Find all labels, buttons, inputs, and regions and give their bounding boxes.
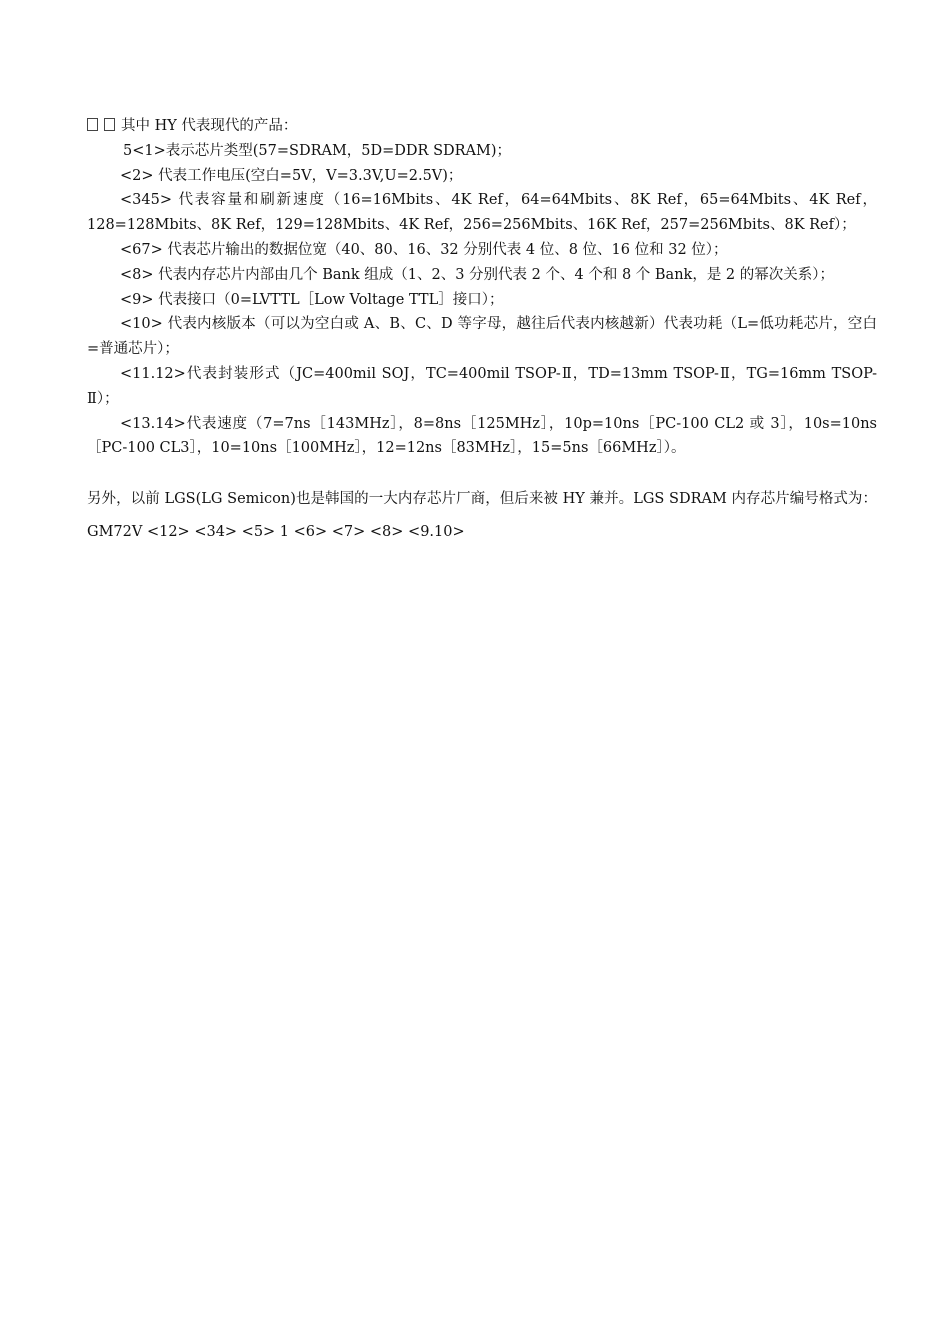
item-chip-type: 5<1>表示芯片类型(57=SDRAM，5D=DDR SDRAM)； (123, 142, 512, 159)
item-package: <11.12>代表封装形式（JC=400mil SOJ，TC=400mil TSOP-Ⅱ，TD=13mm TSOP-Ⅱ，TG=16mm TSOP-Ⅱ）； (87, 365, 877, 407)
bullet-box-icon (104, 118, 115, 131)
intro-text: 其中 HY 代表现代的产品： (121, 118, 298, 134)
lgs-paragraph: 另外，以前 LGS(LG Semicon)也是韩国的一大内存芯片厂商，但后来被 HY 兼并。LGS SDRAM 内存芯片编号格式为：GM72V <12> <34> <5> 1 <6> <7> <8> <9.10> (87, 491, 877, 541)
bullet-box-icon (87, 118, 98, 131)
item-capacity-refresh: <345> 代表容量和刷新速度（16=16Mbits、4K Ref，64=64Mbits、8K Ref，65=64Mbits、4K Ref，128=128Mbits、8K Ref，129=128Mbits、4K Ref，256=256Mbits、16K Ref，257=256Mbits、8K Ref）； (87, 192, 877, 234)
item-bank: <8> 代表内存芯片内部由几个 Bank 组成（1、2、3 分别代表 2 个、4 个和 8 个 Bank，是 2 的幂次关系）； (120, 266, 835, 283)
item-voltage: <2> 代表工作电压(空白=5V，V=3.3V,U=2.5V)； (120, 167, 463, 184)
intro-line (87, 114, 877, 139)
document-page (87, 114, 877, 549)
item-core-version-power: <10> 代表内核版本（可以为空白或 A、B、C、D 等字母，越往后代表内核越新）代表功耗（L=低功耗芯片，空白=普通芯片）； (87, 316, 877, 358)
item-data-width: <67> 代表芯片输出的数据位宽（40、80、16、32 分别代表 4 位、8 位、16 位和 32 位）； (120, 241, 728, 258)
item-speed: <13.14>代表速度（7=7ns［143MHz］，8=8ns［125MHz］，10p=10ns［PC-100 CL2 或 3］，10s=10ns［PC-100 CL3］，10=10ns［100MHz］，12=12ns［83MHz］，15=5ns［66MHz］）。 (87, 415, 877, 457)
item-interface: <9> 代表接口（0=LVTTL［Low Voltage TTL］接口）； (120, 291, 504, 308)
